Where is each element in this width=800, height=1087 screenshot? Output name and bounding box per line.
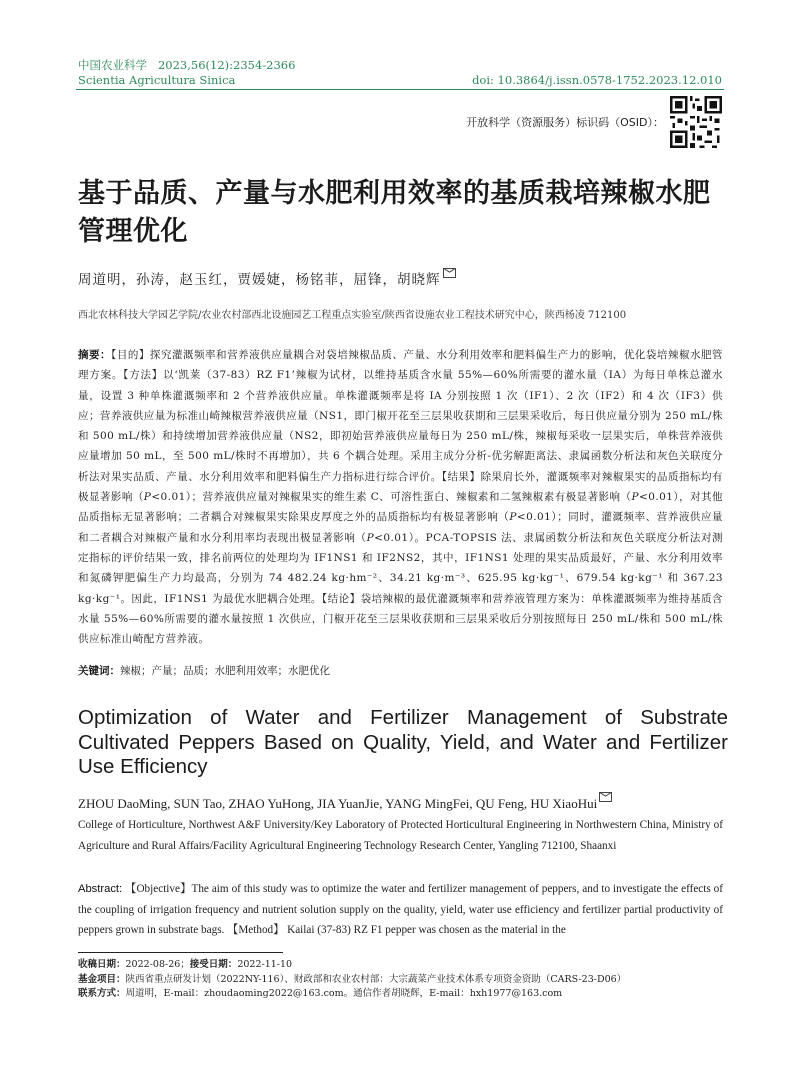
received-label: 收稿日期： [78, 959, 126, 970]
result-text-2: <0.01）；营养液供应量对辣椒果实的维生素 C、可溶性蛋白、辣椒素和二氢辣椒素有极显著影响（ [151, 491, 632, 504]
method-tag-en: 【Method】 [227, 924, 285, 936]
p-symbol: P [143, 491, 152, 504]
contact-line [78, 987, 626, 1002]
abstract-cn-label: 摘要： [78, 349, 112, 361]
conclusion-tag: 【结论】 [321, 592, 361, 605]
keywords-cn-text: 辣椒；产量；品质；水肥利用效率；水肥优化 [120, 665, 330, 677]
paper-title-cn: 基于品质、产量与水肥利用效率的基质栽培辣椒水肥管理优化 [78, 178, 711, 247]
p-symbol: P [509, 511, 517, 524]
method-text-en: Kailai (37-83) RZ F1 pepper was chosen as the material in the [287, 924, 566, 936]
objective-tag-en: 【Objective】 [125, 883, 192, 895]
p-symbol: P [366, 531, 375, 544]
authors-en-text: ZHOU DaoMing, SUN Tao, ZHAO YuHong, JIA YuanJie, YANG MingFei, QU Feng, HU XiaoHui [78, 796, 598, 811]
fund-line [78, 973, 626, 988]
p-symbol: P [631, 491, 639, 504]
result-text-3: <0.01），对其他品质指标无显著影响；二者耦合对辣椒果实除果皮厚度之外的品质指标均有极显著影响（ [78, 491, 723, 524]
result-text-1: 除果肩长外，灌溉频率对辣椒果实的品质指标均有极显著影响（ [78, 470, 723, 504]
result-tag: 【结果】 [441, 470, 481, 483]
authors-cn [78, 268, 456, 288]
keywords-cn-label: 关键词： [78, 665, 120, 677]
dates-line [78, 958, 626, 973]
qr-code-icon[interactable] [670, 96, 722, 148]
keywords-cn [78, 661, 330, 681]
method-text: 以‘凯莱（37-83）RZ F1’辣椒为试材，以维持基质含水量 55%—60%所需要的灌水量（IA）为每日单株总灌水量，设置 3 种单株灌溉频率和 2 个营养液供应量。单株灌溉频率是将 IA 分别按照 1 次（IF1）、2 次（IF2）和 4 次（IF3）供应；营养液供应量为标准山崎辣椒营养液供应量（NS1，即门椒开花至三层果收获期和三层果采收后，每日供应量分别为 250 mL/株和 500 mL/株）和持续增加营养液供应量（NS2，即初始营养液供应量每日为 250 mL/株，辣椒每采收一层果实后，单株营养液供应量增加 50 mL，至 500 mL/株时不再增加），共 6 个耦合处理。采用主成分分析-优劣解距离法、隶属函数分析法和灰色关联度分析法对果实品质、产量、水分利用效率和肥料偏生产力指标进行综合评价。 [78, 369, 723, 483]
affiliation-en: College of Horticulture, Northwest A&F University/Key Laboratory of Protected Horticultural Engineering in Northwestern China, Ministry of Agriculture and Rural Affairs/Facility Agricultural Engineering Technology Research Center, Yangling 712100, Shaanxi [78, 819, 723, 852]
header-divider [76, 89, 724, 90]
footnotes [78, 958, 626, 1002]
objective-tag: 【目的】 [111, 349, 150, 361]
authors-cn-text: 周道明，孙涛，赵玉红，贾媛婕，杨铭菲，屈锋，胡晓辉 [78, 272, 441, 288]
email-icon [599, 792, 612, 802]
osid-label: 开放科学（资源服务）标识码（OSID）： [466, 116, 664, 129]
journal-name-cn: 中国农业科学 [78, 58, 147, 72]
abstract-cn [78, 345, 723, 649]
conclusion-text: 袋培辣椒的最优灌溉频率和营养液管理方案为：单株灌溉频率为维持基质含水量 55%—60%所需要的灌水量按照 1 次供应，门椒开花至三层果收获期和三层果采收后分别按照每日 250 mL/株和 500 mL/株供应标准山崎配方营养液。 [78, 592, 723, 646]
contact-text: 周道明，E-mail：zhoudaoming2022@163.com。通信作者胡晓辉，E-mail：hxh1977@163.com [125, 988, 563, 999]
result-text-5: <0.01）。PCA-TOPSIS 法、隶属函数分析法和灰色关联度分析法对测定指标的评价结果一致，排名前两位的处理均为 IF1NS1 和 IF2NS2，其中，IF1NS1 处理的果实品质最好，产量、水分利用效率和氮磷钾肥偏生产力均最高，分别为 74 482.24 kg·hm⁻²、34.21 kg·m⁻³、625.95 kg·kg⁻¹、679.54 kg·kg⁻¹ 和 367.23 kg·kg⁻¹。因此，IF1NS1 为最优水肥耦合处理。 [78, 531, 724, 605]
abstract-en-label: Abstract: [78, 883, 123, 895]
volume-info: 2023,56(12):2354-2366 [157, 58, 296, 72]
objective-text-en: The aim of this study was to optimize the water and fertilizer management of peppers, and to investigate the effects of the coupling of irrigation frequency and nutrient solution supply on the quality, yield, water use efficiency and fertilizer partial productivity of peppers grown in substrate bags. [78, 883, 723, 936]
abstract-en [78, 879, 723, 941]
accepted-date: 2022-11-10 [237, 959, 293, 970]
paper-title-en: Optimization of Water and Fertilizer Management of Substrate Cultivated Peppers Based on Quality, Yield, and Water and Fertilizer Use Efficiency [78, 706, 728, 778]
journal-header [78, 58, 295, 88]
affiliation-cn: 西北农林科技大学园艺学院/农业农村部西北设施园艺工程重点实验室/陕西省设施农业工程技术研究中心，陕西杨凌 712100 [78, 310, 627, 321]
footnote-divider [78, 952, 283, 953]
result-text-4: <0.01）；同时，灌溉频率、营养液供应量和二者耦合对辣椒产量和水分利用率均表现出极显著影响（ [78, 511, 723, 544]
fund-label: 基金项目： [78, 973, 126, 985]
objective-text: 探究灌溉频率和营养液供应量耦合对袋培辣椒品质、产量、水分利用效率和肥料偏生产力的影响，优化袋培辣椒水肥管理方案。 [78, 349, 723, 382]
received-date: 2022-08-26； [125, 959, 190, 970]
method-tag: 【方法】 [123, 369, 164, 382]
email-icon [443, 268, 456, 278]
authors-en [78, 792, 612, 812]
journal-name-en: Scientia Agricultura Sinica [78, 73, 236, 87]
accepted-label: 接受日期： [189, 959, 238, 970]
doi[interactable]: doi: 10.3864/j.issn.0578-1752.2023.12.010 [472, 73, 722, 87]
fund-text: 陕西省重点研发计划（2022NY-116）、财政部和农业农村部：大宗蔬菜产业技术体系专项资金资助（CARS-23-D06） [125, 973, 627, 985]
contact-label: 联系方式： [78, 988, 126, 999]
